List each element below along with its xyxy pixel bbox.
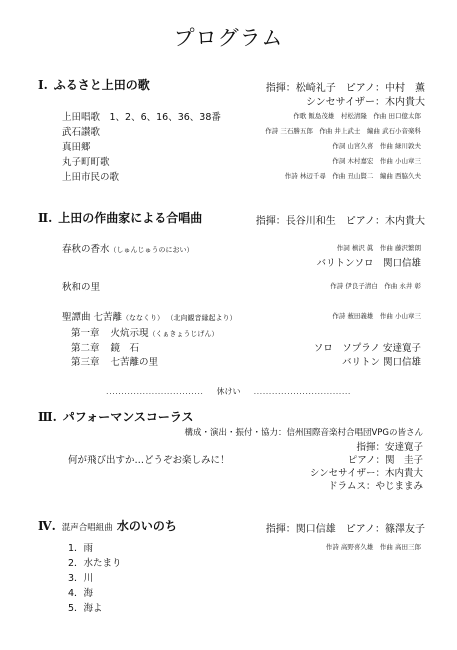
s1-item-credit: 作詞 木村嘉宏 作曲 小山章三 [332, 157, 421, 165]
section-1-synth: シンセサイザー：木内貴大 [305, 97, 425, 108]
section-1-conductor: 指揮：松崎礼子 ピアノ：中村 薫 [265, 83, 425, 94]
dots-right: ................................ [253, 387, 351, 396]
s3-credit: 構成・演出・振付・協力：信州国際音楽村合唱団VPGの皆さん [184, 428, 423, 438]
section-2-title: 上田の作曲家による合唱曲 [58, 211, 203, 225]
section-2-heading [38, 209, 202, 226]
section-2-number: Ⅱ. [38, 211, 53, 225]
s1-item-name: 上田唱歌 1、2、6、16、36、38番 [62, 112, 221, 123]
intermission [0, 379, 457, 398]
s4-item: 2．水たまり [68, 558, 122, 569]
s2-song-3-note: （北向観音縁起より） [170, 314, 237, 322]
section-4-credit: 作詩 高野喜久雄 作曲 高田三郎 [325, 543, 421, 551]
movement-label: 第一章 [71, 328, 100, 339]
s1-item-name: 真田郷 [62, 142, 91, 153]
s1-item-credit: 作詞 山宮久喜 作曲 緑川敦夫 [332, 142, 421, 150]
s2-song-2-credit: 作詩 伊良子清白 作曲 永井 彰 [330, 282, 421, 290]
movement-name: 七苦離の里 [110, 357, 159, 368]
section-1-title: ふるさと上田の歌 [53, 78, 150, 92]
section-4-title: 水のいのち [116, 519, 177, 533]
s2-song-3-name: 聖譚曲 七苦離 [62, 312, 123, 323]
s1-item-credit: 作歌 飯島茂雄 村松清隆 作曲 田口億太郎 [293, 112, 421, 120]
s3-conductor: 指揮：安達寛子 [356, 442, 423, 453]
s2-song-1-soloist: バリトンソロ 関口信雄 [316, 258, 421, 269]
s2-movement [71, 354, 158, 368]
section-3-title: パフォーマンスコーラス [62, 410, 194, 424]
s3-piano: ピアノ：関 圭子 [347, 455, 423, 466]
s2-song-3-credit: 作詩 薮田義雄 作曲 小山章三 [332, 312, 421, 320]
s4-item: 5．海よ [68, 603, 103, 614]
s2-song-1-name: 春秋の香水 [62, 244, 110, 255]
section-1-heading [38, 76, 150, 93]
s1-item-credit: 作詩 林辺千尋 作曲 丑山賢二 編曲 西脇久夫 [284, 172, 421, 180]
s3-tagline: 何が飛び出すか…どうぞお楽しみに！ [68, 455, 230, 466]
s1-item-name: 上田市民の歌 [62, 172, 120, 183]
section-4-conductor: 指揮：関口信雄 ピアノ：篠澤友子 [265, 524, 425, 535]
section-3-number: Ⅲ. [38, 410, 57, 424]
s2-song-1-reading: （しゅんじゅうのにおい） [109, 246, 194, 254]
s2-movement [71, 340, 139, 354]
s4-item: 3．川 [68, 573, 94, 584]
section-1-number: Ⅰ. [38, 78, 48, 92]
s3-drums: ドラムス：やじままみ [328, 481, 423, 492]
movement-name: 鏡 石 [110, 343, 140, 354]
movement-label: 第三章 [71, 357, 100, 368]
intermission-label: 休けい [216, 387, 241, 396]
section-4-number: Ⅳ. [38, 519, 56, 533]
movement-label: 第二章 [71, 343, 100, 354]
s2-movement [71, 325, 218, 339]
section-3-heading [38, 408, 193, 425]
s2-song-3-reading: （ななくり） [122, 314, 165, 322]
s4-item: 4．海 [68, 588, 94, 599]
movement-soloist: バリトン 関口信雄 [341, 357, 421, 368]
s2-song-1-credit: 作詞 槙沢 眞 作曲 藤沢繁朗 [336, 244, 421, 252]
s1-item-credit: 作詩 三石勝五郎 作曲 井上武士 編曲 武石小音楽科 [265, 127, 421, 135]
section-2-conductor: 指揮：長谷川和生 ピアノ：木内貴大 [255, 216, 425, 227]
section-4-heading [38, 517, 177, 534]
movement-reading: （くぁきょうじげん） [148, 330, 219, 338]
dots-left: ................................ [106, 387, 204, 396]
s4-item: 1．雨 [68, 543, 94, 554]
s2-song-3 [62, 309, 237, 323]
s1-item-name: 武石讃歌 [62, 127, 101, 138]
s2-song-2-name: 秋和の里 [62, 282, 101, 293]
s3-synth: シンセサイザー：木内貴大 [309, 468, 423, 479]
s2-song-1 [62, 241, 194, 255]
movement-name: 火炕示現 [110, 328, 149, 339]
s1-item-name: 丸子町町歌 [62, 157, 110, 168]
page-title: プログラム [173, 26, 284, 50]
section-4-prefix: 混声合唱組曲 [61, 523, 113, 533]
movement-soloist: ソロ ソプラノ 安達寛子 [313, 343, 421, 354]
